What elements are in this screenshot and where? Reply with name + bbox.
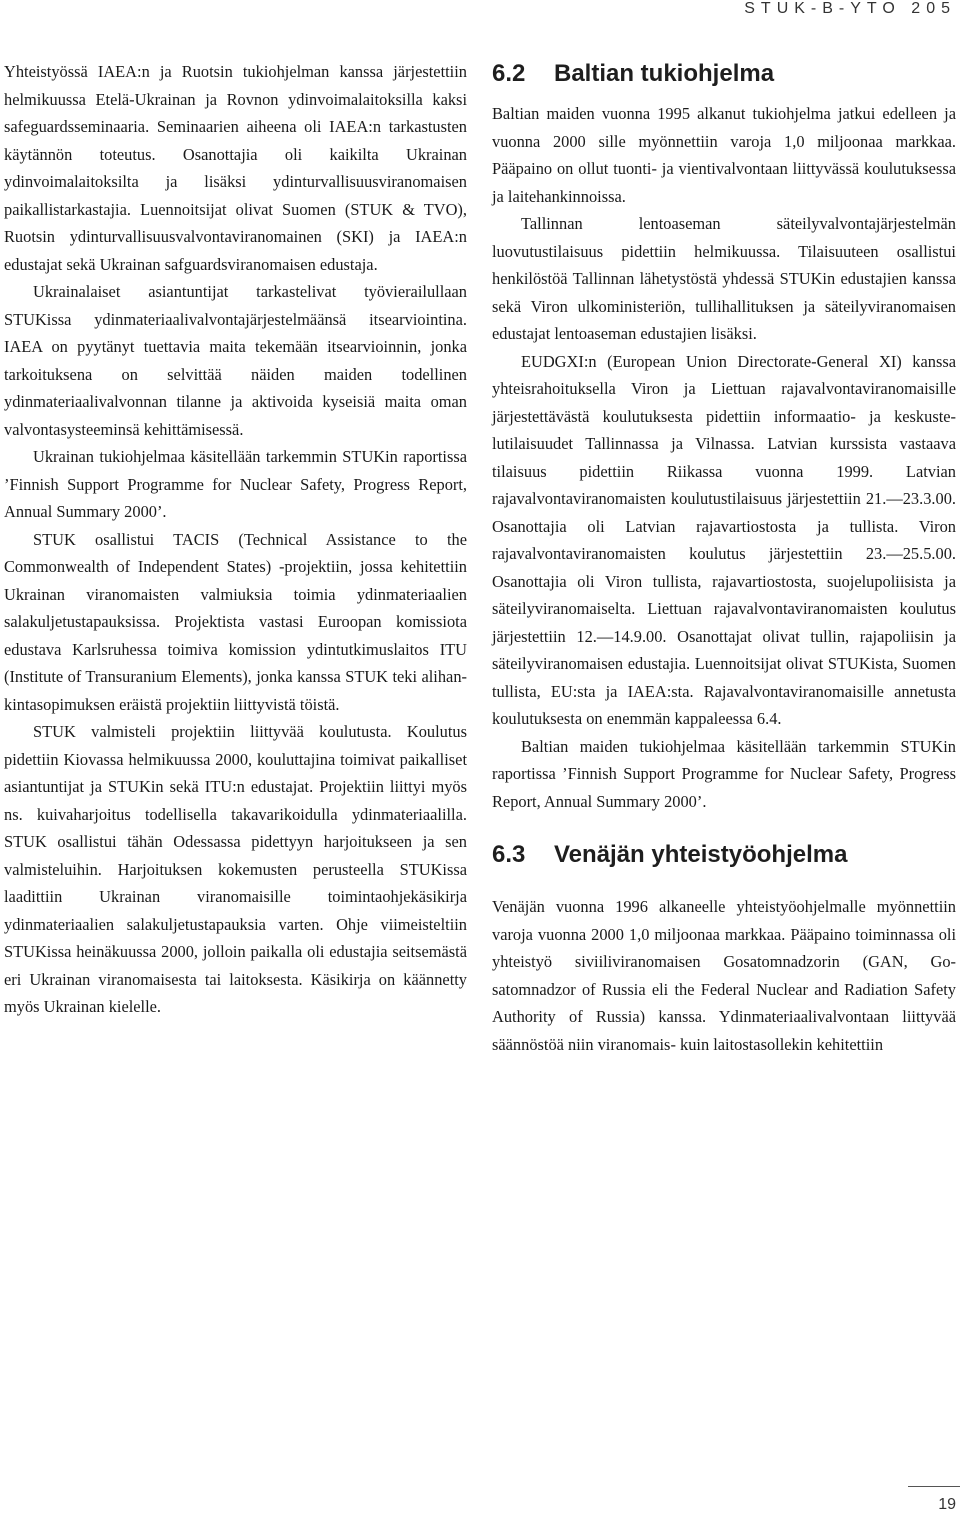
paragraph-tacis-project: STUK osallistui TACIS (Technical Assistance to the Commonwealth of Independent States) -projektiin, jossa kehitettiin Ukrainan viranomaisten valmiuksia toimia ydinmateriaalien salakuljetustapauksissa. Projektista vastasi Euroopan komissiota edustava Karlsruhessa toimiva komission ydintutkimuslaitos ITU (Institute of Transuranium Elements), jonka kanssa STUK teki alihankintasopimuksen eräistä projektiin liittyvistä töistä. [4, 529, 467, 714]
footer-rule [908, 1486, 960, 1487]
paragraph-tacis-training: STUK valmisteli projektiin liittyvää koulutusta. Koulutus pidettiin Kiovassa helmikuussa 2000, kouluttajina toimivat paikalliset asiantuntijat ja STUKin sekä ITU:n edustajat. Projektiin liittyi myös ns. kuivaharjoitus todellisella takavarikoidulla ydinmateriaalilla. STUK osallistui tähän Odessassa pidettyyn harjoitukseen ja sen valmisteluihin. Harjoituksen kokemusten perusteella STUKissa laadittiin Ukrainan viranomaisille toimintaohjekäsikirja ydinmateriaalien salakuljetustapauksia varten. Ohje viimeisteltiin STUKissa heinäkuussa 2000, jolloin paikalla oli edustajia seitsemästä eri Ukrainan viranomaisesta tai laitoksesta. Käsikirja on käännetty myös Ukrainan kielelle. [4, 722, 467, 1016]
left-column [4, 58, 467, 1021]
paragraph-ukraine-report-reference: Ukrainan tukiohjelmaa käsitellään tarkemmin STUKin raportissa ’Finnish Support Programme for Nuclear Safety, Progress Report, Annual Summary 2000’. [4, 447, 467, 521]
section-number-6-2: 6.2 [492, 60, 526, 87]
section-heading-6-3 [492, 839, 956, 871]
section-title-6-2: Baltian tukiohjelma [554, 60, 775, 87]
paragraph-ukraine-self-assessment: Ukrainalaiset asiantuntijat tarkastelivat työvierailullaan STUKissa ydinmateriaalivalvontajärjestelmäänsä itsearviointina. IAEA on pyytänyt tuettavia maita tekemään itsearvioinnin, jonka tarkoituksena on selvittää näiden maiden todellinen ydinmateriaalivalvonnan tilanne ja aktivoida kyseisiä maita oman valvontasysteeminsä kehittämisessä. [4, 282, 467, 439]
right-column [492, 58, 956, 1058]
paragraph-baltic-funding: Baltian maiden vuonna 1995 alkanut tukiohjelma jatkui edelleen ja vuonna 2000 sille myönnettiin varoja 1,0 miljoonaa markkaa. Pääpaino on ollut tuonti- ja vientivalvontaan liittyvässä koulutuksessa ja laitehankinnoissa. [492, 104, 956, 206]
running-header: STUK-B-YTO 205 [744, 0, 956, 17]
paragraph-border-training: EUDGXI:n (European Union Directorate-General XI) kanssa yhteisrahoituksella Viron ja Liettuan rajavalvontaviranomaisille järjestettävästä koulutuksesta pidettiin informaatio- ja keskustelutilaisuudet Tallinnassa ja Vilnassa. Latvian kurssista vastaava tilaisuus pidettiin Riikassa vuonna 1999. Latvian rajavalvontaviranomaisten koulutustilaisuus järjestettiin 21.—23.3.00. Osanottajia oli Latvian rajavartiostosta ja tullista. Viron rajavalvontaviranomaisten koulutus järjestettiin 23.—25.5.00. Osanottajia oli Viron tullista, rajavartiostosta, suojelupoliisista ja säteilyviranomaiselta. Liettuan rajavalvontaviranomaisten koulutus järjestettiin 12.—14.9.00. Osanottajat olivat tullin, rajapoliisin ja säteilyviranomaisen edustajia. Luennoitsijat olivat STUKista, Suomen tullista, EU:sta ja IAEA:sta. Rajavalvontaviranomaisille annetusta koulutuksesta on enemmän kappaleessa 6.4. [492, 351, 956, 728]
page-number: 19 [938, 1496, 956, 1513]
section-title-6-3: Venäjän yhteistyöohjelma [554, 841, 848, 868]
section-heading-6-2 [492, 58, 956, 90]
section-number-6-3: 6.3 [492, 841, 526, 868]
paragraph-tallinn-airport: Tallinnan lentoaseman säteilyvalvontajärjestelmän luovutustilaisuus pidettiin helmikuussa. Tilaisuuteen osallistui henkilöstöä Tallinnan lähetystöstä yhdessä STUKin edustajien kanssa sekä Viron ulkoministeriön, tullihallituksen ja säteilyviranomaisen edustajat lentoaseman edustajien lisäksi. [492, 214, 956, 343]
paragraph-ukraine-safeguards: Yhteistyössä IAEA:n ja Ruotsin tukiohjelman kanssa järjestettiin helmikuussa Etelä-Ukrainan ja Rovnon ydinvoimalaitoksilla kaksi safeguardsseminaaria. Seminaarien aiheena oli IAEA:n tarkastusten käytännön toteutus. Osanottajia oli kaikilta Ukrainan ydinvoimalaitoksilta ja lisäksi ydinturvallisuusviranomaisen paikallistarkastajia. Luennoitsijat olivat Suomen (STUK & TVO), Ruotsin ydinturvallisuusvalvontaviranomainen (SKI) ja IAEA:n edustajat sekä Ukrainan safguardsviranomaisen edustaja. [4, 62, 467, 274]
paragraph-baltic-report-reference: Baltian maiden tukiohjelmaa käsitellään tarkemmin STUKin raportissa ’Finnish Support Programme for Nuclear Safety, Progress Report, Annual Summary 2000’. [492, 736, 956, 811]
paragraph-russia-cooperation: Venäjän vuonna 1996 alkaneelle yhteistyöohjelmalle myönnettiin varoja vuonna 2000 1,0 miljoonaa markkaa. Pääpaino toiminnassa oli yhteistyö siviiliviranomaisen Gosatomnadzorin (GAN, Gosatomnadzor of Russia eli the Federal Nuclear and Radiation Safety Authority of Russia) kanssa. Ydinmateriaalivalvontaan liittyvää säännöstöä niin viranomais- kuin laitostasollekin kehitettiin [492, 897, 956, 1054]
